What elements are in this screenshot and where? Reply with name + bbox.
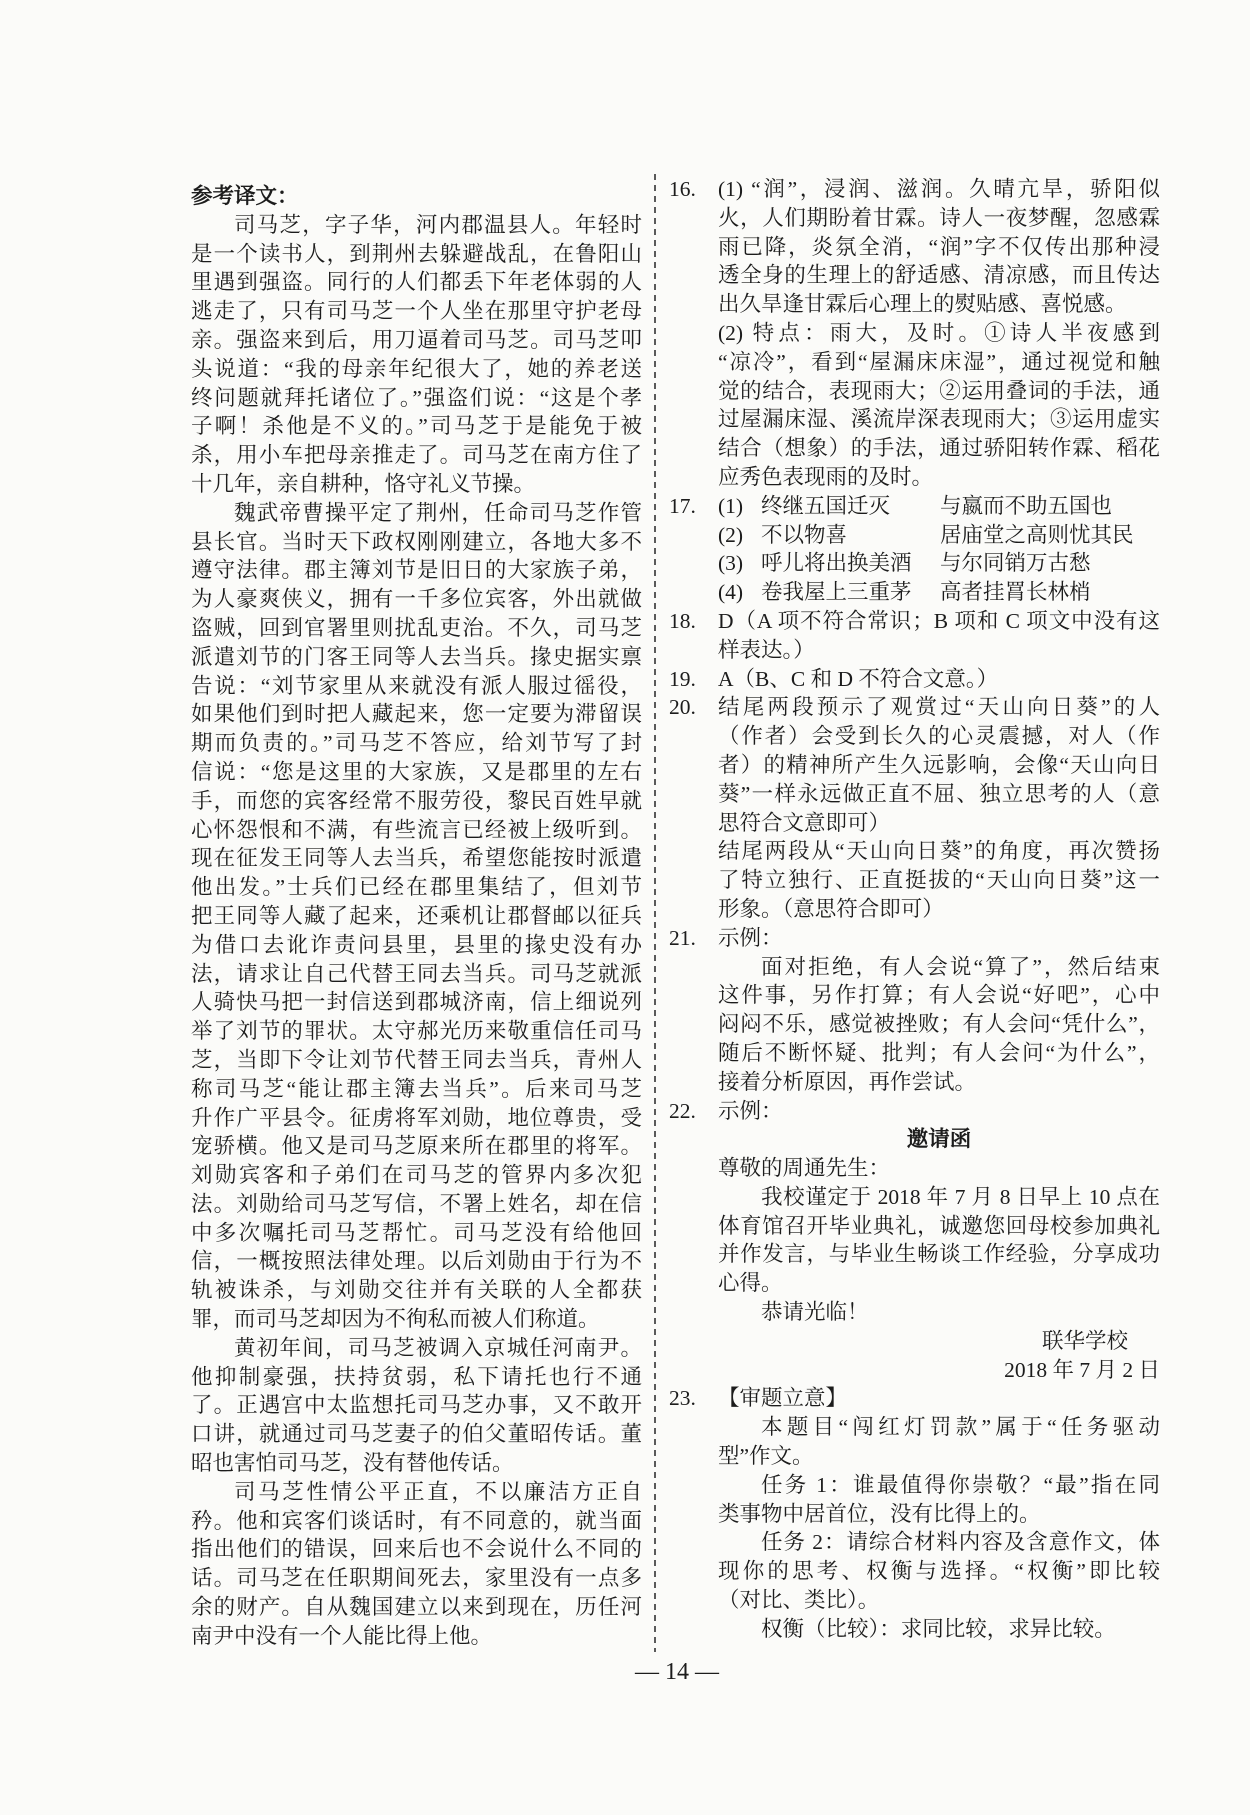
- example-label: 示例：: [718, 925, 783, 950]
- fill-in-row: [718, 492, 1160, 521]
- text-line: 是一个读书人，到荆州去躲避战乱，在鲁阳山: [191, 241, 642, 266]
- text-line: 司马芝，字子华，河内郡温县人。年轻时: [234, 212, 642, 237]
- answer-paragraph: [718, 837, 1160, 923]
- row-answer-b: 与尔同销万古愁: [940, 551, 1091, 576]
- row-answer-a: 不以物喜: [761, 522, 848, 547]
- text-line: 出久旱逢甘霖后心理上的熨贴感、喜悦感。: [718, 292, 1127, 317]
- text-line: （作者）会受到长久的心灵震撼，对人（作: [718, 724, 1160, 749]
- text-line: 遵守法律。郡主簿刘节是旧日的大家族子弟，: [191, 558, 642, 583]
- text-line: 现在征发王同等人去当兵，希望您能按时派遣: [191, 846, 642, 871]
- answer-number: 19.: [669, 666, 696, 691]
- text-line: 亲。强盗来到后，用刀逼着司马芝。司马芝叩: [191, 327, 642, 352]
- text-line: 任务 2：请综合材料内容及含意作文，体: [761, 1530, 1160, 1555]
- answer-22: [669, 1097, 1160, 1385]
- text-line: 盗贼，回到官署里则扰乱吏治。不久，司马芝: [191, 615, 642, 640]
- text-line: 南尹中没有一个人能比得上他。: [191, 1623, 493, 1648]
- row-label: (1): [718, 493, 744, 518]
- text-line: 体育馆召开毕业典礼，诚邀您回母校参加典礼: [718, 1213, 1160, 1238]
- answers-column: [669, 175, 1160, 1644]
- text-line: 十几年，亲自耕种，恪守礼义节操。: [191, 471, 536, 496]
- text-line: 杀，用小车把母亲推走了。司马芝在南方住了: [191, 443, 642, 468]
- answer-23: [669, 1384, 1160, 1643]
- row-answer-a: 终继五国迁灭: [761, 493, 891, 518]
- text-line: 形象。（意思符合即可）: [718, 896, 944, 921]
- text-line: 了。正遇宫中太监想托司马芝办事，又不敢开: [191, 1393, 642, 1418]
- text-line: 子啊！杀他是不义的。”司马芝于是能免于被: [191, 414, 642, 439]
- text-line: 芝，当即下令让刘节代替王同去当兵，青州人: [191, 1047, 642, 1072]
- text-line: 心怀怨恨和不满，有些流言已经被上级听到。: [191, 817, 642, 842]
- answer-content: [718, 693, 1160, 923]
- translation-paragraph: [191, 499, 642, 1334]
- letter-title: 邀请函: [906, 1127, 972, 1152]
- text-line: 宠骄横。他又是司马芝原来所在郡里的将军。: [191, 1134, 642, 1159]
- text-line: 面对拒绝，有人会说“算了”，然后结束: [761, 954, 1160, 979]
- answer-number: 20.: [669, 695, 696, 720]
- answer-content: [718, 175, 1160, 492]
- answer-paragraph: [718, 175, 1160, 319]
- text-line: 轨被诛杀，与刘勋交往并有关联的人全都获: [191, 1278, 642, 1303]
- text-line: 接着分析原因，再作尝试。: [718, 1069, 977, 1094]
- text-line: 我校谨定于 2018 年 7 月 8 日早上 10 点在: [761, 1184, 1160, 1209]
- text-line: 话。司马芝在任职期间死去，家里没有一点多: [191, 1566, 642, 1591]
- fill-in-row: [718, 521, 1160, 550]
- text-line: 余的财产。自从魏国建立以来到现在，历任河: [191, 1595, 642, 1620]
- text-line: 县长官。当时天下政权刚刚建立，各地大多不: [191, 529, 642, 554]
- text-line: 雨已降，炎氛全消，“润”字不仅传出那种浸: [718, 234, 1160, 259]
- answer-content: [718, 665, 1160, 694]
- answer-paragraph: [718, 693, 1160, 837]
- translation-paragraph: [191, 1478, 642, 1651]
- text-line: 举了刘节的罪状。太守郝光历来敬重信任司马: [191, 1019, 642, 1044]
- letter-closing: 恭请光临！: [761, 1300, 869, 1325]
- text-line: D（A 项不符合常识；B 项和 C 项文中没有这: [718, 608, 1160, 633]
- text-line: 口讲，就通过司马芝妻子的伯父董昭传话。董: [191, 1422, 642, 1447]
- answer-content: [718, 1097, 1160, 1385]
- translation-heading: 参考译文：: [191, 184, 299, 208]
- answer-content: [718, 1384, 1160, 1643]
- example-label: 示例：: [718, 1098, 783, 1123]
- answer-16: [669, 175, 1160, 492]
- text-line: 现你的思考、权衡与选择。“权衡”即比较: [718, 1559, 1160, 1584]
- row-answer-b: 与嬴而不助五国也: [940, 493, 1113, 518]
- text-line: 类事物中居首位，没有比得上的。: [718, 1501, 1041, 1526]
- row-answer-a: 卷我屋上三重茅: [761, 580, 912, 605]
- text-line: 权衡（比较）：求同比较，求异比较。: [761, 1616, 1116, 1641]
- text-line: 人骑快马把一封信送到郡城济南，信上细说列: [191, 990, 642, 1015]
- answer-number: 17.: [669, 493, 696, 518]
- text-line: 期而负责的。”司马芝不答应，给刘节写了封: [191, 731, 642, 756]
- text-line: 中多次嘱托司马芝帮忙。司马芝没有给他回: [191, 1220, 642, 1245]
- answer-content: [718, 492, 1160, 607]
- text-line: 司马芝性情公平正直，不以廉洁方正自: [234, 1479, 642, 1504]
- text-line: (2) 特点：雨大，及时。①诗人半夜感到: [718, 320, 1160, 345]
- row-label: (2): [718, 522, 744, 547]
- text-line: 本题目“闯红灯罚款”属于“任务驱动: [761, 1415, 1160, 1440]
- row-label: (3): [718, 551, 744, 576]
- text-line: 心得。: [718, 1271, 783, 1296]
- text-line: 应秀色表现雨的及时。: [718, 464, 934, 489]
- text-line: 这件事，另作打算；有人会说“好吧”，心中: [718, 983, 1160, 1008]
- answer-20: [669, 693, 1160, 923]
- text-line: 样表达。）: [718, 637, 815, 662]
- letter-salutation: 尊敬的周通先生：: [718, 1156, 891, 1181]
- text-line: 结尾两段从“天山向日葵”的角度，再次赞扬: [718, 839, 1160, 864]
- text-line: 信说：“您是这里的大家族，又是郡里的左右: [191, 759, 642, 784]
- translation-column: [191, 182, 642, 1651]
- fill-in-row: [718, 578, 1160, 607]
- text-line: 终问题就拜托诸位了。”强盗们说：“这是个孝: [191, 385, 642, 410]
- text-line: 过屋漏床湿、溪流岸深表现雨大；③运用虚实: [718, 407, 1160, 432]
- text-line: 如果他们到时把人藏起来，您一定要为滞留误: [191, 702, 642, 727]
- text-line: 为借口去讹诈责问县里，县里的掾史没有办: [191, 932, 642, 957]
- text-line: 升作广平县令。征虏将军刘勋，地位尊贵，受: [191, 1105, 642, 1130]
- text-line: 随后不断怀疑、批判；有人会问“为什么”，: [718, 1040, 1160, 1065]
- text-line: 他抑制豪强，扶持贫弱，私下请托也行不通: [191, 1364, 642, 1389]
- answer-paragraph: [718, 1471, 1160, 1529]
- answer-19: [669, 665, 1160, 694]
- text-line: 罪，而司马芝却因为不徇私而被人们称道。: [191, 1307, 600, 1332]
- fill-in-row: [718, 549, 1160, 578]
- answer-18: [669, 607, 1160, 665]
- text-line: 结合（想象）的手法，通过骄阳转作霖、稻花: [718, 436, 1160, 461]
- text-line: 了特立独行、正直挺拔的“天山向日葵”这一: [718, 868, 1160, 893]
- text-line: 逃走了，只有司马芝一个人坐在那里守护老母: [191, 299, 642, 324]
- text-line: 头说道：“我的母亲年纪很大了，她的养老送: [191, 356, 642, 381]
- answer-content: [718, 607, 1160, 665]
- page-number: — 14 —: [635, 1659, 719, 1685]
- text-line: 刘勋宾客和子弟们在司马芝的管界内多次犯: [191, 1163, 642, 1188]
- text-line: 矜。他和宾客们谈话时，有不同意的，就当面: [191, 1508, 642, 1533]
- answer-paragraph: [718, 1413, 1160, 1471]
- text-line: 结尾两段预示了观赏过“天山向日葵”的人: [718, 695, 1160, 720]
- text-line: 派遣刘节的门客王同等人去当兵。掾史据实禀: [191, 644, 642, 669]
- text-line: 并作发言，与毕业生畅谈工作经验，分享成功: [718, 1242, 1160, 1267]
- text-line: 者）的精神所产生久远影响，会像“天山向日: [718, 752, 1160, 777]
- text-line: 昭也害怕司马芝，没有替他传话。: [191, 1451, 514, 1476]
- text-line: “凉冷”，看到“屋漏床床湿”，通过视觉和触: [718, 349, 1160, 374]
- text-line: 透全身的生理上的舒适感、清凉感，而且传达: [718, 263, 1160, 288]
- answer-17: [669, 492, 1160, 607]
- text-line: 为人豪爽侠义，拥有一千多位宾客，外出就做: [191, 587, 642, 612]
- text-line: (1) “润”，浸润、滋润。久晴亢旱，骄阳似: [718, 177, 1160, 201]
- text-line: 他出发。”士兵们已经在郡里集结了，但刘节: [191, 875, 642, 900]
- text-line: 思符合文意即可）: [718, 810, 891, 835]
- column-divider: [654, 174, 656, 1652]
- text-line: 法。刘勋给司马芝写信，不署上姓名，却在信: [191, 1191, 642, 1216]
- answer-number: 22.: [669, 1098, 696, 1123]
- letter-body: [718, 1183, 1160, 1298]
- text-line: （对比、类比）。: [718, 1588, 880, 1613]
- answer-paragraph: [718, 607, 1160, 665]
- text-line: 手，而您的宾客经常不服劳役，黎民百姓早就: [191, 788, 642, 813]
- text-line: 指出他们的错误，回来后也不会说什么不同的: [191, 1537, 642, 1562]
- answer-text: A（B、C 和 D 不符合文意。）: [718, 666, 999, 691]
- row-answer-b: 高者挂罥长林梢: [940, 580, 1091, 605]
- text-line: 称司马芝“能让郡主簿去当兵”。后来司马芝: [191, 1076, 642, 1101]
- answer-paragraph: [718, 319, 1160, 492]
- row-answer-b: 居庙堂之高则忧其民: [940, 522, 1134, 547]
- section-heading: 【审题立意】: [718, 1386, 848, 1411]
- text-line: 把王同等人藏了起来，还乘机让郡督邮以征兵: [191, 903, 642, 928]
- row-answer-a: 呼儿将出换美酒: [761, 551, 912, 576]
- answer-number: 21.: [669, 925, 696, 950]
- text-line: 葵”一样永远做正直不屈、独立思考的人（意: [718, 781, 1160, 806]
- answer-number: 18.: [669, 608, 696, 633]
- answer-number: 16.: [669, 177, 696, 201]
- answer-paragraph: [718, 953, 1160, 1097]
- answer-content: [718, 924, 1160, 1097]
- translation-paragraph: [191, 1334, 642, 1478]
- text-line: 任务 1：谁最值得你崇敬？“最”指在同: [761, 1472, 1160, 1497]
- answer-21: [669, 924, 1160, 1097]
- translation-paragraph: [191, 211, 642, 499]
- text-line: 黄初年间，司马芝被调入京城任河南尹。: [234, 1335, 642, 1360]
- text-line: 里遇到强盗。同行的人们都丢下年老体弱的人: [191, 270, 642, 295]
- answer-number: 23.: [669, 1386, 696, 1411]
- answer-paragraph: [718, 1615, 1160, 1644]
- letter-date: 2018 年 7 月 2 日: [1004, 1357, 1160, 1382]
- text-line: 闷闷不乐，感觉被挫败；有人会问“凭什么”，: [718, 1012, 1160, 1037]
- text-line: 告说：“刘节家里从来就没有派人服过徭役，: [191, 673, 642, 698]
- text-line: 觉的结合，表现雨大；②运用叠词的手法，通: [718, 378, 1160, 403]
- text-line: 型”作文。: [718, 1444, 814, 1469]
- text-line: 魏武帝曹操平定了荆州，任命司马芝作管: [234, 500, 642, 525]
- text-line: 法，请求让自己代替王同去当兵。司马芝就派: [191, 961, 642, 986]
- letter-signature: 联华学校: [1041, 1328, 1128, 1353]
- text-line: 火，人们期盼着甘霖。诗人一夜梦醒，忽感霖: [718, 205, 1160, 230]
- row-label: (4): [718, 580, 744, 605]
- text-line: 信，一概按照法律处理。以后刘勋由于行为不: [191, 1249, 642, 1274]
- answer-paragraph: [718, 1528, 1160, 1614]
